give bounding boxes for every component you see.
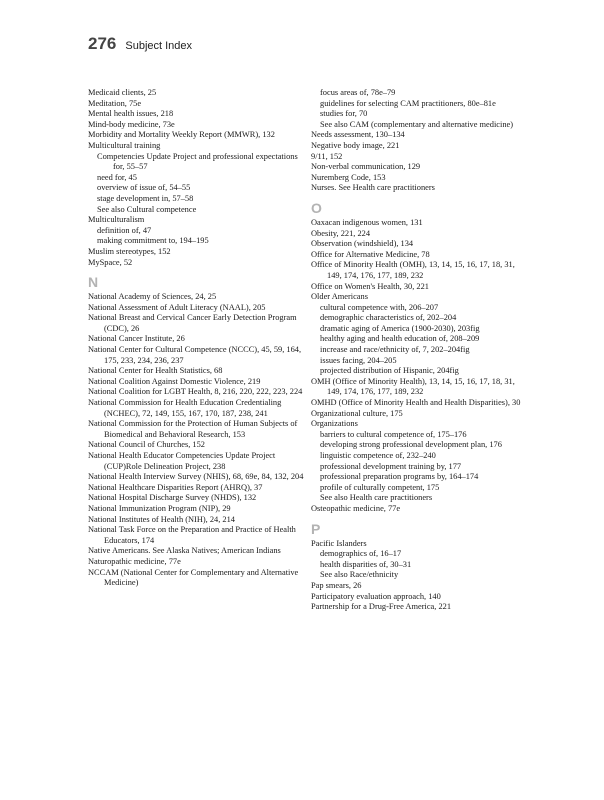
- index-subentry: developing strong professional development plan, 176: [320, 440, 502, 450]
- index-subentry: need for, 45: [97, 172, 137, 182]
- index-entry: National Breast and Cervical Cancer Early Detection Program (CDC), 26: [88, 313, 297, 333]
- index-subentry: profile of culturally competent, 175: [320, 482, 440, 492]
- index-entry: Mind-body medicine, 73e: [88, 119, 175, 129]
- index-entry: Older Americans: [311, 292, 368, 302]
- index-subentry: making commitment to, 194–195: [97, 236, 209, 246]
- index-subentry: definition of, 47: [97, 225, 152, 235]
- index-entry: MySpace, 52: [88, 257, 133, 267]
- index-entry: National Health Interview Survey (NHIS), 68, 69e, 84, 132, 204: [88, 472, 304, 482]
- index-entry: Native Americans. See Alaska Natives; American Indians: [88, 546, 281, 556]
- index-entry: National Cancer Institute, 26: [88, 334, 185, 344]
- index-entry: Office of Minority Health (OMH), 13, 14, 15, 16, 17, 18, 31, 149, 174, 176, 177, 189, 232: [311, 260, 515, 280]
- index-subentry: health disparities of, 30–31: [320, 559, 412, 569]
- index-entry: Morbidity and Mortality Weekly Report (MMWR), 132: [88, 130, 275, 140]
- index-entry: Naturopathic medicine, 77e: [88, 556, 181, 566]
- index-entry: National Commission for Health Education Credentialing (NCHEC), 72, 149, 155, 167, 170, 187, 238, 241: [88, 398, 282, 418]
- index-subentry: studies for, 70: [320, 109, 368, 119]
- index-entry: Non-verbal communication, 129: [311, 162, 421, 172]
- index-entry: Pacific Islanders: [311, 538, 367, 548]
- index-entry: Organizations: [311, 419, 358, 429]
- index-entry: Needs assessment, 130–134: [311, 130, 405, 140]
- index-entry: National Coalition for LGBT Health, 8, 216, 220, 222, 223, 224: [88, 387, 303, 397]
- index-subentry: See also Race/ethnicity: [320, 570, 399, 580]
- index-entry: Nuremberg Code, 153: [311, 172, 386, 182]
- index-subentry: increase and race/ethnicity of, 7, 202–204fig: [320, 345, 470, 355]
- index-entry: Observation (windshield), 134: [311, 239, 414, 249]
- index-entry: Pap smears, 26: [311, 580, 362, 590]
- index-column-right: [311, 88, 531, 613]
- index-entry: Negative body image, 221: [311, 140, 400, 150]
- index-entry: National Academy of Sciences, 24, 25: [88, 292, 217, 302]
- index-subentry: dramatic aging of America (1900-2030), 203fig: [320, 323, 480, 333]
- index-entry: OMH (Office of Minority Health), 13, 14, 15, 16, 17, 18, 31, 149, 174, 176, 177, 189, 232: [311, 376, 515, 397]
- index-entry: National Commission for the Protection of Human Subjects of Biomedical and Behavioral Research, 153: [88, 419, 298, 439]
- index-subentry: focus areas of, 78e–79: [320, 88, 396, 97]
- index-entry: National Health Educator Competencies Update Project (CUP)Role Delineation Project, 238: [88, 451, 276, 471]
- section-letter: N: [88, 274, 99, 291]
- section-letter: P: [311, 520, 321, 537]
- index-subentry: stage development in, 57–58: [97, 193, 194, 203]
- index-subentry: See also CAM (complementary and alternative medicine): [320, 119, 514, 129]
- index-entry: National Assessment of Adult Literacy (NAAL), 205: [88, 302, 266, 312]
- index-entry: National Healthcare Disparities Report (AHRQ), 37: [88, 482, 263, 492]
- index-column-left: [88, 88, 308, 589]
- index-entry: OMHD (Office of Minority Health and Health Disparities), 30: [311, 398, 521, 408]
- index-entry: Office for Alternative Medicine, 78: [311, 249, 430, 259]
- index-entry: Medicaid clients, 25: [88, 88, 157, 97]
- index-entry: Multiculturalism: [88, 215, 145, 225]
- index-entry: NCCAM (National Center for Complementary and Alternative Medicine): [88, 567, 299, 588]
- index-entry: National Center for Cultural Competence (NCCC), 45, 59, 164, 175, 233, 234, 236, 237: [88, 345, 302, 365]
- index-entry: National Institutes of Health (NIH), 24, 214: [88, 514, 235, 524]
- index-subentry: demographics of, 16–17: [320, 549, 402, 559]
- index-entry: Partnership for a Drug-Free America, 221: [311, 602, 452, 612]
- index-entry: National Immunization Program (NIP), 29: [88, 503, 231, 513]
- index-entry: Mental health issues, 218: [88, 109, 174, 119]
- index-entry: National Hospital Discharge Survey (NHDS), 132: [88, 493, 257, 503]
- index-subentry: overview of issue of, 54–55: [97, 183, 191, 193]
- index-entry: 9/11, 152: [311, 151, 343, 161]
- index-entry: Osteopathic medicine, 77e: [311, 503, 401, 513]
- index-entry: Multicultural training: [88, 140, 161, 150]
- index-subentry: projected distribution of Hispanic, 204fig: [320, 366, 459, 376]
- index-entry: National Task Force on the Preparation and Practice of Health Educators, 174: [88, 525, 296, 545]
- index-subentry: issues facing, 204–205: [320, 355, 397, 365]
- index-subentry: healthy aging and health education of, 208–209: [320, 334, 480, 344]
- index-subentry: demographic characteristics of, 202–204: [320, 313, 457, 323]
- section-letter: O: [311, 199, 322, 216]
- page-header: [88, 34, 192, 54]
- index-entry: Office on Women's Health, 30, 221: [311, 281, 429, 291]
- index-entry: National Coalition Against Domestic Violence, 219: [88, 376, 261, 386]
- index-subentry: guidelines for selecting CAM practitioners, 80e–81e: [320, 98, 496, 108]
- page-number: 276: [88, 34, 117, 53]
- index-subentry: See also Health care practitioners: [320, 493, 433, 503]
- index-subentry: linguistic competence of, 232–240: [320, 451, 436, 460]
- index-subentry: cultural competence with, 206–207: [320, 302, 439, 312]
- index-subentry: barriers to cultural competence of, 175–176: [320, 429, 467, 439]
- index-entry: National Center for Health Statistics, 68: [88, 366, 223, 376]
- index-subentry: Competencies Update Project and professional expectations for, 55–57: [97, 151, 298, 172]
- index-entry: National Council of Churches, 152: [88, 440, 205, 450]
- index-entry: Organizational culture, 175: [311, 408, 403, 418]
- index-entry: Participatory evaluation approach, 140: [311, 591, 441, 601]
- index-subentry: professional development training by, 177: [320, 461, 462, 471]
- index-entry: Nurses. See Health care practitioners: [311, 183, 435, 193]
- running-title: Subject Index: [125, 40, 193, 52]
- index-entry: Obesity, 221, 224: [311, 228, 371, 238]
- index-entry: Meditation, 75e: [88, 98, 142, 108]
- index-entry: Muslim stereotypes, 152: [88, 246, 171, 256]
- index-subentry: professional preparation programs by, 164–174: [320, 472, 479, 482]
- index-subentry: See also Cultural competence: [97, 204, 197, 214]
- index-entry: Oaxacan indigenous women, 131: [311, 217, 423, 227]
